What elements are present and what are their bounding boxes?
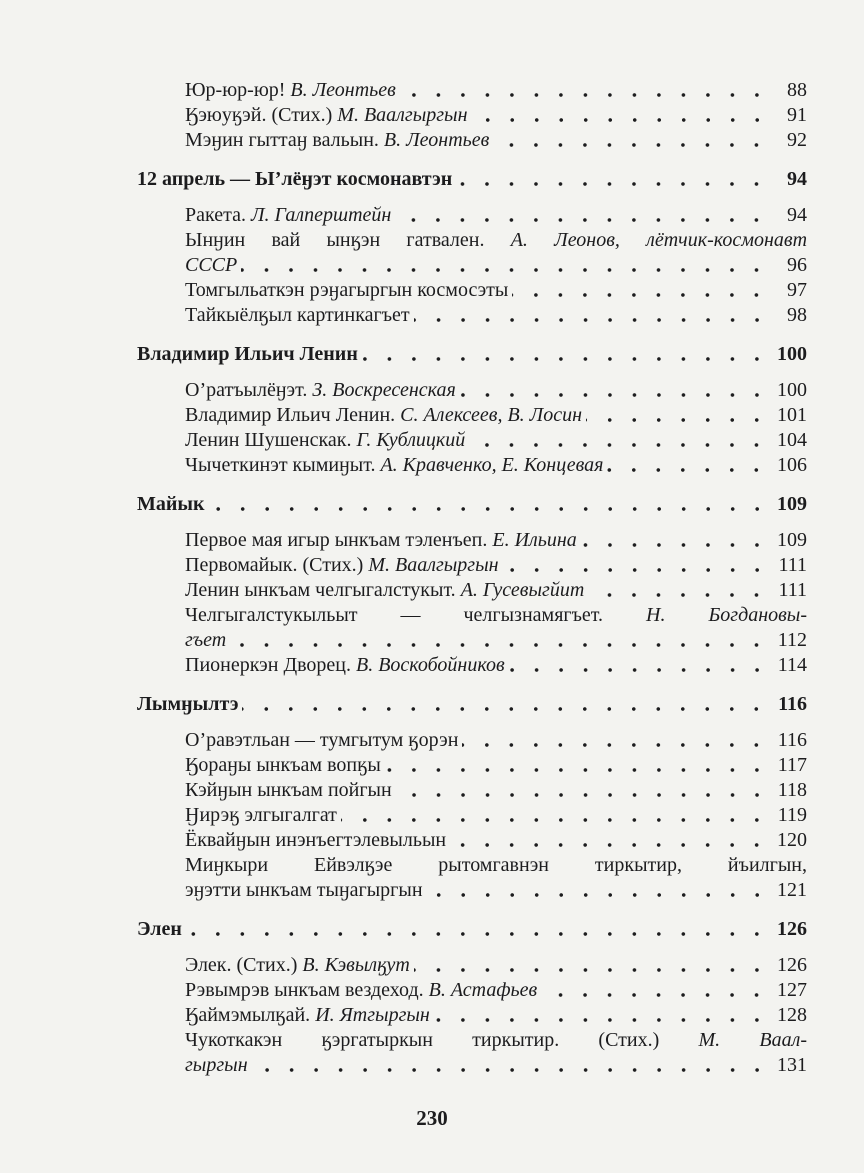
entry-title: Юр-юр-юр! — [185, 79, 291, 101]
section-page-number: 94 — [787, 168, 807, 190]
entry-page-number: 116 — [777, 729, 807, 751]
entry-title: Ёквайӈын инэнъегтэлевыльын — [185, 829, 447, 851]
dot-leader — [434, 1017, 769, 1023]
dot-leader — [414, 317, 769, 323]
dot-leader — [209, 506, 769, 512]
toc-entry-line — [137, 1053, 807, 1078]
dot-leader — [493, 142, 769, 148]
entry-text — [137, 303, 410, 328]
entry-page-number: 128 — [777, 1004, 807, 1026]
entry-page-number: 92 — [787, 129, 807, 151]
dot-leader — [607, 467, 769, 473]
entry-text — [137, 403, 582, 428]
toc-entry-line — [137, 378, 807, 403]
toc-entry-line — [137, 78, 807, 103]
entry-title: Рэвымрэв ынкъам вездеход. — [185, 979, 429, 1001]
entry-page-number: 111 — [778, 579, 807, 601]
entry-text — [137, 628, 226, 653]
section-heading — [137, 342, 807, 367]
entry-page-number: 109 — [777, 529, 807, 551]
dot-leader — [503, 567, 769, 573]
entry-author: А. Кравченко, Е. Концевая — [380, 454, 604, 476]
entry-text — [137, 753, 381, 778]
entry-text — [137, 553, 499, 578]
entry-author: В. Кэвылӄут — [302, 954, 410, 976]
entry-title: Челгыгалстукыльыт — челгызнамягъет. — [185, 604, 647, 626]
dot-leader — [414, 967, 769, 973]
entry-text — [137, 128, 489, 153]
dot-leader — [450, 842, 769, 848]
entry-text — [137, 203, 391, 228]
dot-leader — [427, 892, 769, 898]
entry-text — [137, 778, 392, 803]
toc-entry-line — [137, 753, 807, 778]
entry-title: Ӈирэӄ элгыгалгат — [185, 804, 337, 826]
section-title: Владимир Ильич Ленин — [137, 343, 358, 365]
entry-author: М. Ваал- — [698, 1029, 807, 1051]
entry-title: Ӄораӈы ынкъам вопӄы — [185, 754, 381, 776]
dot-leader — [400, 92, 769, 98]
toc-entry-line — [137, 853, 807, 878]
toc-entry-line — [137, 253, 807, 278]
entry-page-number: 118 — [777, 779, 807, 801]
toc-entry-line — [137, 578, 807, 603]
toc-entry-line — [137, 953, 807, 978]
dot-leader — [462, 742, 769, 748]
entry-page-number: 96 — [787, 254, 807, 276]
entry-title: эӈэтти ынкъам тыӈагыргын — [185, 879, 423, 901]
entry-text — [137, 803, 337, 828]
toc-entry-line — [137, 228, 807, 253]
section-title: Лымӈылтэ — [137, 693, 239, 715]
toc-entry-line — [137, 803, 807, 828]
entry-title: Ракета. — [185, 204, 251, 226]
toc-entry-line — [137, 278, 807, 303]
toc-entry-line — [137, 653, 807, 678]
dot-leader — [581, 542, 769, 548]
dot-leader — [509, 667, 769, 673]
toc-entry-line — [137, 1003, 807, 1028]
toc-entry-line — [137, 528, 807, 553]
entry-page-number: 101 — [777, 404, 807, 426]
entry-title: Первомайык. (Стих.) — [185, 554, 369, 576]
section-title: Элен — [137, 918, 182, 940]
entry-title: Миӈкыри Ейвэлӄэе рытомгавнэн тиркытир, йъилгын, — [185, 854, 807, 876]
dot-leader — [472, 117, 769, 123]
entry-text — [137, 603, 807, 628]
section-heading — [137, 167, 807, 192]
dot-leader — [512, 292, 769, 298]
entry-title: Томгыльаткэн рэӈагыргын космосэты — [185, 279, 509, 301]
entry-text — [137, 528, 577, 553]
entry-author: СССР — [185, 254, 238, 276]
entry-page-number: 88 — [787, 79, 807, 101]
entry-text — [137, 428, 465, 453]
entry-page-number: 111 — [778, 554, 807, 576]
toc-entry-line — [137, 1028, 807, 1053]
entry-author: Н. Богдановы- — [646, 604, 808, 626]
entry-author: А. Гусевыгйит — [460, 579, 585, 601]
entry-title: Владимир Ильич Ленин. — [185, 404, 401, 426]
toc-entry-line — [137, 603, 807, 628]
dot-leader — [586, 417, 769, 423]
entry-title: О’ратъылёӈэт. — [185, 379, 313, 401]
toc-entry-line — [137, 878, 807, 903]
entry-title: Пионеркэн Дворец. — [185, 654, 356, 676]
entry-title: Ленин ынкъам челгыгалстукыт. — [185, 579, 461, 601]
entry-title: Чукоткакэн ӄэргатыркын тиркытир. (Стих.) — [185, 1029, 699, 1051]
entry-page-number: 94 — [787, 204, 807, 226]
toc-entry-line — [137, 828, 807, 853]
entry-text — [137, 953, 410, 978]
entry-author: В. Воскобойников — [356, 654, 505, 676]
entry-page-number: 126 — [777, 954, 807, 976]
entry-title: Ынӈин вай ынӄэн гатвален. — [185, 229, 511, 251]
entry-author: гъет — [185, 629, 227, 651]
entry-text — [137, 378, 456, 403]
toc-entry-line — [137, 103, 807, 128]
toc-entry-line — [137, 978, 807, 1003]
entry-text — [137, 978, 537, 1003]
dot-leader — [241, 267, 769, 273]
dot-leader — [230, 642, 769, 648]
dot-leader — [341, 817, 769, 823]
entry-page-number: 106 — [777, 454, 807, 476]
section-title: Майык — [137, 493, 205, 515]
entry-text — [137, 578, 584, 603]
toc-entry-line — [137, 203, 807, 228]
toc-entry-line — [137, 428, 807, 453]
dot-leader — [588, 592, 769, 598]
entry-author: М. Ваалгыргын — [368, 554, 499, 576]
entry-author: И. Ятгыргын — [315, 1004, 430, 1026]
entry-title: Тайкыёлӄыл картинкагъет — [185, 304, 410, 326]
entry-author: Е. Ильина — [492, 529, 577, 551]
toc-entry-line — [137, 303, 807, 328]
toc-entry-line — [137, 128, 807, 153]
entry-text — [137, 853, 807, 878]
entry-page-number: 131 — [777, 1054, 807, 1076]
dot-leader — [396, 792, 769, 798]
entry-author: С. Алексеев, В. Лосин — [400, 404, 583, 426]
entry-text — [137, 253, 237, 278]
entry-title: Мэӈин гыттаӈ вальын. — [185, 129, 384, 151]
toc-entry-line — [137, 778, 807, 803]
page-number: 230 — [416, 1106, 448, 1130]
entry-title: Ӄэюуӄэй. (Стих.) — [185, 104, 338, 126]
dot-leader — [469, 442, 769, 448]
entry-author: Г. Кублицкий — [356, 429, 466, 451]
entry-text — [137, 278, 508, 303]
entry-page-number: 114 — [777, 654, 807, 676]
entry-author: М. Ваалгыргын — [337, 104, 468, 126]
dot-leader — [395, 217, 769, 223]
entry-page-number: 91 — [787, 104, 807, 126]
entry-author: гыргын — [185, 1054, 248, 1076]
section-heading — [137, 492, 807, 517]
entry-text — [137, 1053, 248, 1078]
section-page-number: 116 — [778, 693, 807, 715]
entry-page-number: 97 — [787, 279, 807, 301]
dot-leader — [252, 1067, 769, 1073]
dot-leader — [385, 767, 769, 773]
section-page-number: 100 — [777, 343, 807, 365]
toc-entry-line — [137, 403, 807, 428]
entry-title: Чычеткинэт кымиӈыт. — [185, 454, 381, 476]
entry-title: Кэйӈын ынкъам пойгын — [185, 779, 392, 801]
entry-author: В. Леонтьев — [383, 129, 490, 151]
entry-page-number: 119 — [777, 804, 807, 826]
entry-text — [137, 228, 807, 253]
entry-page-number: 104 — [777, 429, 807, 451]
entry-title: Элек. (Стих.) — [185, 954, 303, 976]
dot-leader — [460, 392, 769, 398]
entry-text — [137, 103, 468, 128]
entry-title: Первое мая игыр ынкъам тэленъеп. — [185, 529, 493, 551]
entry-author: З. Воскресенская — [312, 379, 456, 401]
section-page-number: 109 — [777, 493, 807, 515]
section-page-number: 126 — [777, 918, 807, 940]
toc-entry-line — [137, 728, 807, 753]
dot-leader — [541, 992, 769, 998]
entry-title: Ӄаймэмылӄай. — [185, 1004, 316, 1026]
entry-page-number: 100 — [777, 379, 807, 401]
entry-title: Ленин Шушенскак. — [185, 429, 357, 451]
entry-text — [137, 878, 423, 903]
entry-author: Л. Галперштейн — [250, 204, 392, 226]
entry-author: В. Леонтьев — [290, 79, 396, 101]
dot-leader — [242, 706, 769, 712]
entry-author: А. Леонов, лётчик-космонавт — [510, 229, 808, 251]
toc-entry-line — [137, 628, 807, 653]
entry-text — [137, 828, 446, 853]
dot-leader — [186, 931, 769, 937]
section-heading — [137, 917, 807, 942]
entry-page-number: 120 — [777, 829, 807, 851]
section-heading — [137, 692, 807, 717]
dot-leader — [456, 181, 769, 187]
entry-page-number: 121 — [777, 879, 807, 901]
entry-text — [137, 78, 396, 103]
entry-author: В. Астафьев — [428, 979, 538, 1001]
entry-text — [137, 453, 603, 478]
entry-text — [137, 1028, 807, 1053]
entry-text — [137, 728, 458, 753]
entry-page-number: 98 — [787, 304, 807, 326]
entry-page-number: 127 — [777, 979, 807, 1001]
section-title: 12 апрель — Ы’лёӈэт космонавтэн — [137, 168, 453, 190]
toc-entry-line — [137, 553, 807, 578]
entry-page-number: 112 — [777, 629, 807, 651]
table-of-contents — [137, 78, 807, 1078]
entry-page-number: 117 — [777, 754, 807, 776]
entry-text — [137, 653, 505, 678]
dot-leader — [362, 356, 769, 362]
entry-title: О’равэтльан — тумгытум ӄорэн — [185, 729, 459, 751]
entry-text — [137, 1003, 430, 1028]
toc-entry-line — [137, 453, 807, 478]
